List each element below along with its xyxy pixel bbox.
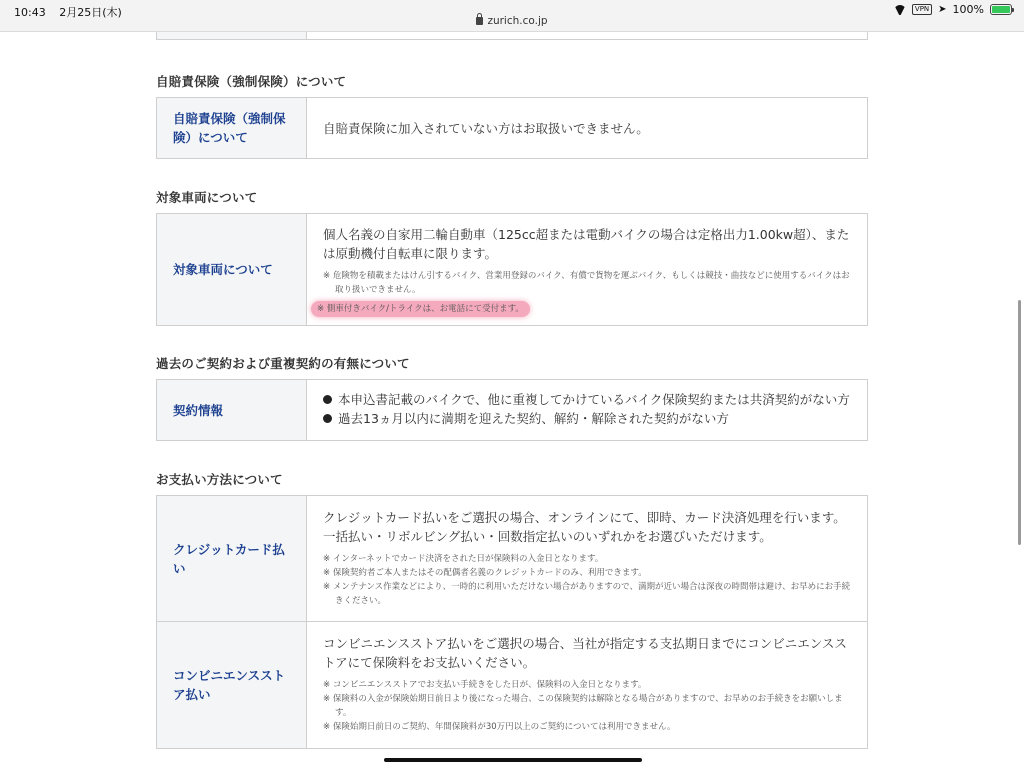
note: ※ インターネットでカード決済をされた日が保険料の入金日となります。 xyxy=(323,554,604,564)
bullet-text: 過去13ヵ月以内に満期を迎えた契約、解約・解除された契約がない方 xyxy=(338,411,729,426)
section-vehicle xyxy=(156,188,868,326)
note: ※ 保険始期日前日のご契約、年間保険料が30万円以上のご契約については利用できません。 xyxy=(323,722,676,732)
url-text: zurich.co.jp xyxy=(487,15,548,27)
note: ※ 保険料の入金が保険始期日前日より後になった場合、この保険契約は解除となる場合がありますので、お早めのお手続きをお願いします。 xyxy=(323,694,843,718)
page-scrollbar[interactable] xyxy=(1018,300,1021,545)
note-highlight-wrap xyxy=(317,297,851,317)
list-item xyxy=(323,390,851,409)
row-value xyxy=(307,622,867,748)
table-row xyxy=(157,214,867,325)
row-label: クレジットカード払い xyxy=(157,496,307,621)
row-value xyxy=(307,380,867,440)
previous-table-edge xyxy=(156,32,868,40)
row-label: 対象車両について xyxy=(157,214,307,325)
section-heading: 自賠責保険（強制保険）について xyxy=(156,74,347,89)
info-table xyxy=(156,97,868,159)
note: ※ 保険契約者ご本人またはその配偶者名義のクレジットカードのみ、利用できます。 xyxy=(323,568,647,578)
status-bar xyxy=(0,0,1024,32)
bullet-icon xyxy=(323,395,332,404)
section-heading: 過去のご契約および重複契約の有無について xyxy=(156,356,410,371)
info-table xyxy=(156,495,868,749)
status-right xyxy=(894,3,1012,16)
table-row xyxy=(157,622,867,748)
lock-icon xyxy=(476,17,483,25)
battery-percent: 100% xyxy=(952,3,984,16)
row-main-text: 個人名義の自家用二輪自動車（125cc超または電動バイクの場合は定格出力1.00kw超）、または原動機付自転車に限ります。 xyxy=(323,227,850,261)
row-value xyxy=(307,214,867,325)
row-label: コンビニエンスストア払い xyxy=(157,622,307,748)
row-main-text: クレジットカード払いをご選択の場合、オンラインにて、即時、カード決済処理を行います。一括払い・リボルビング払い・回数指定払いのいずれかをお選びいただけます。 xyxy=(323,510,846,544)
section-heading: お支払い方法について xyxy=(156,472,283,487)
table-row xyxy=(157,496,867,622)
vpn-badge: VPN xyxy=(912,4,932,15)
status-time: 10:43 xyxy=(14,6,46,19)
note: ※ メンテナンス作業などにより、一時的に利用いただけない場合がありますので、満期が近い場合は深夜の時間帯は避け、お早めにお手続きください。 xyxy=(323,582,851,606)
row-value xyxy=(307,496,867,621)
status-date: 2月25日(木) xyxy=(59,6,122,19)
bullet-text: 本申込書記載のバイクで、他に重複してかけているバイク保険契約または共済契約がない方 xyxy=(338,392,850,407)
section-jibaiseki xyxy=(156,72,868,159)
wifi-icon xyxy=(894,5,906,15)
row-label: 契約情報 xyxy=(157,380,307,440)
row-label: 自賠責保険（強制保険）について xyxy=(157,98,307,158)
info-table xyxy=(156,379,868,441)
home-indicator[interactable] xyxy=(384,758,642,762)
table-row xyxy=(157,380,867,440)
note: ※ 危険物を積載またはけん引するバイク、営業用登録のバイク、有償で貨物を運ぶバイク、もしくは競技・曲技などに使用するバイクはお取り扱いできません。 xyxy=(323,271,850,295)
highlighted-note: ※ 側車付きバイク/トライクは、お電話にて受付ます。 xyxy=(311,301,530,317)
info-table xyxy=(156,213,868,326)
section-heading: 対象車両について xyxy=(156,190,258,205)
address-bar[interactable] xyxy=(0,15,1024,27)
section-payment xyxy=(156,470,868,749)
table-row xyxy=(157,98,867,158)
location-icon: ➤ xyxy=(938,4,947,15)
section-contract xyxy=(156,354,868,441)
row-value: 自賠責保険に加入されていない方はお取扱いできません。 xyxy=(323,120,649,136)
note: ※ コンビニエンスストアでお支払い手続きをした日が、保険料の入金日となります。 xyxy=(323,680,647,690)
bullet-icon xyxy=(323,414,332,423)
row-main-text: コンビニエンスストア払いをご選択の場合、当社が指定する支払期日までにコンビニエンスストアにて保険料をお支払いください。 xyxy=(323,636,847,670)
list-item xyxy=(323,409,851,428)
battery-icon xyxy=(990,4,1012,15)
